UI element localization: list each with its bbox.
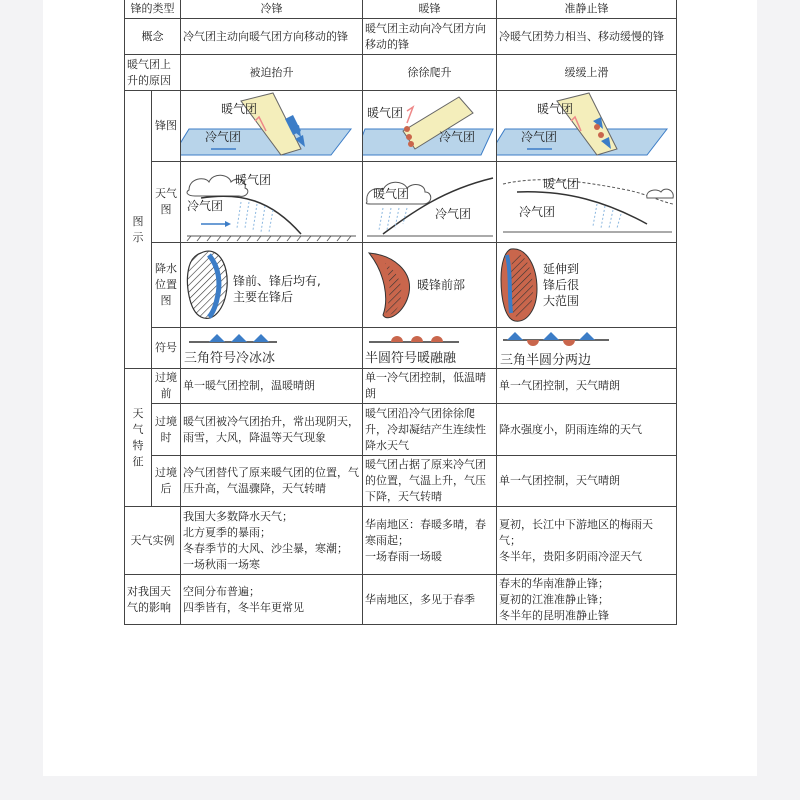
stationary-weather-warm-label: 暖气团 bbox=[543, 177, 580, 191]
impact-stationary-line: 夏初的江淮准静止锋； bbox=[499, 592, 609, 606]
front-diagram-label: 锋图 bbox=[152, 91, 181, 162]
concept-row bbox=[125, 19, 677, 55]
concept-label: 概念 bbox=[125, 19, 181, 55]
concept-warm: 暖气团主动向冷气团方向移动的锋 bbox=[363, 19, 497, 55]
front-comparison-table bbox=[124, 0, 677, 625]
before-row bbox=[125, 369, 677, 404]
cold-precip-diagram bbox=[181, 243, 363, 328]
weather-group-label: 天 气 特 征 bbox=[125, 369, 152, 507]
cold-front-cold-label: 冷气团 bbox=[205, 130, 242, 144]
impact-stationary-line: 冬半年的昆明准静止锋 bbox=[499, 608, 609, 622]
weather-diagram-row bbox=[125, 162, 677, 243]
stationary-precip-text-line1: 延伸到 bbox=[543, 262, 580, 276]
impact-warm-line: 华南地区，多见于春季 bbox=[365, 592, 475, 606]
warm-during: 暖气团沿冷气团徐徐爬升，冷却凝结产生连续性降水天气 bbox=[363, 404, 497, 456]
cold-front-warm-label: 暖气团 bbox=[221, 102, 258, 116]
rise-row bbox=[125, 55, 677, 91]
examples-warm bbox=[363, 507, 497, 575]
rise-cold: 被迫抬升 bbox=[181, 55, 363, 91]
stationary-symbol-diagram bbox=[497, 328, 677, 369]
warm-front-cold-label: 冷气团 bbox=[439, 130, 476, 144]
impact-label: 对我国天气的影响 bbox=[125, 575, 181, 625]
impact-stationary bbox=[497, 575, 677, 625]
examples-warm-line: 一场春雨一场暖 bbox=[365, 549, 442, 563]
rise-stationary: 缓缓上滑 bbox=[497, 55, 677, 91]
header-cold: 冷锋 bbox=[181, 0, 363, 19]
examples-cold-line: 一场秋雨一场寒 bbox=[183, 557, 260, 571]
cold-symbol-diagram bbox=[181, 328, 363, 369]
impact-row bbox=[125, 575, 677, 625]
stationary-symbol-text: 三角半圆分两边 bbox=[500, 353, 592, 368]
impact-cold-line: 四季皆有，冬半年更常见 bbox=[183, 600, 304, 614]
stationary-during: 降水强度小，阴雨连绵的天气 bbox=[497, 404, 677, 456]
concept-cold: 冷气团主动向暖气团方向移动的锋 bbox=[181, 19, 363, 55]
cold-during: 暖气团被冷气团抬升，常出现阴天，雨雪，大风，降温等天气现象 bbox=[181, 404, 363, 456]
warm-weather-cold-label: 冷气团 bbox=[435, 207, 472, 221]
header-stationary: 准静止锋 bbox=[497, 0, 677, 19]
examples-cold-line: 冬春季节的大风、沙尘暴，寒潮； bbox=[183, 541, 348, 555]
diagram-group-label: 图 示 bbox=[125, 91, 152, 369]
impact-stationary-line: 春末的华南准静止锋； bbox=[499, 576, 609, 590]
during-label: 过境时 bbox=[152, 404, 181, 456]
after-row bbox=[125, 456, 677, 507]
impact-cold bbox=[181, 575, 363, 625]
concept-stationary: 冷暖气团势力相当、移动缓慢的锋 bbox=[497, 19, 677, 55]
examples-stationary bbox=[497, 507, 677, 575]
symbol-row bbox=[125, 328, 677, 369]
warm-after: 暖气团占据了原来冷气团的位置，气温上升，气压下降，天气转晴 bbox=[363, 456, 497, 507]
cold-precip-text-line1: 锋前、锋后均有, bbox=[233, 274, 321, 288]
before-label: 过境前 bbox=[152, 369, 181, 404]
warm-precip-diagram bbox=[363, 243, 497, 328]
examples-stationary-line: 夏初，长江中下游地区的梅雨天气； bbox=[499, 517, 653, 547]
warm-before: 单一冷气团控制，低温晴朗 bbox=[363, 369, 497, 404]
after-label: 过境后 bbox=[152, 456, 181, 507]
warm-symbol-diagram bbox=[363, 328, 497, 369]
examples-warm-line: 华南地区：春暖多晴，春寒雨起； bbox=[365, 517, 486, 547]
stationary-precip-diagram bbox=[497, 243, 677, 328]
precip-diagram-row bbox=[125, 243, 677, 328]
impact-warm bbox=[363, 575, 497, 625]
cold-front-diagram bbox=[181, 91, 363, 162]
header-warm: 暖锋 bbox=[363, 0, 497, 19]
warm-front-warm-label: 暖气团 bbox=[367, 106, 404, 120]
header-row bbox=[125, 0, 677, 19]
during-row bbox=[125, 404, 677, 456]
stationary-precip-text-line2: 锋后很 bbox=[543, 278, 580, 292]
warm-front-diagram bbox=[363, 91, 497, 162]
stationary-front-diagram bbox=[497, 91, 677, 162]
examples-cold-line: 我国大多数降水天气； bbox=[183, 509, 293, 523]
stationary-front-cold-label: 冷气团 bbox=[521, 130, 558, 144]
weather-diagram-label: 天气图 bbox=[152, 162, 181, 243]
precip-diagram-label: 降水位置图 bbox=[152, 243, 181, 328]
stationary-before: 单一气团控制，天气晴朗 bbox=[497, 369, 677, 404]
examples-label: 天气实例 bbox=[125, 507, 181, 575]
examples-cold bbox=[181, 507, 363, 575]
warm-symbol-text: 半圆符号暖融融 bbox=[365, 351, 457, 366]
cold-precip-text-line2: 主要在锋后 bbox=[233, 290, 294, 304]
warm-precip-text: 暖锋前部 bbox=[417, 278, 466, 292]
stationary-after: 单一气团控制，天气晴朗 bbox=[497, 456, 677, 507]
stationary-weather-cold-label: 冷气团 bbox=[519, 205, 556, 219]
cold-weather-warm-label: 暖气团 bbox=[235, 173, 272, 187]
examples-row bbox=[125, 507, 677, 575]
cold-weather-diagram bbox=[181, 162, 363, 243]
header-type: 锋的类型 bbox=[125, 0, 181, 19]
examples-cold-line: 北方夏季的暴雨； bbox=[183, 525, 271, 539]
warm-weather-diagram bbox=[363, 162, 497, 243]
impact-cold-line: 空间分布普遍； bbox=[183, 584, 260, 598]
cold-symbol-text: 三角符号冷冰冰 bbox=[184, 351, 276, 366]
cold-after: 冷气团替代了原来暖气团的位置，气压升高，气温骤降，天气转晴 bbox=[181, 456, 363, 507]
cold-weather-cold-label: 冷气团 bbox=[187, 199, 224, 213]
rise-label: 暖气团上升的原因 bbox=[125, 55, 181, 91]
front-diagram-row bbox=[125, 91, 677, 162]
examples-stationary-line: 冬半年，贵阳多阴雨冷涩天气 bbox=[499, 549, 642, 563]
stationary-front-warm-label: 暖气团 bbox=[537, 102, 574, 116]
rise-warm: 徐徐爬升 bbox=[363, 55, 497, 91]
cold-before: 单一暖气团控制，温暖晴朗 bbox=[181, 369, 363, 404]
symbol-label: 符号 bbox=[152, 328, 181, 369]
warm-weather-warm-label: 暖气团 bbox=[373, 187, 410, 201]
stationary-precip-text-line3: 大范围 bbox=[543, 294, 580, 308]
stationary-weather-diagram bbox=[497, 162, 677, 243]
